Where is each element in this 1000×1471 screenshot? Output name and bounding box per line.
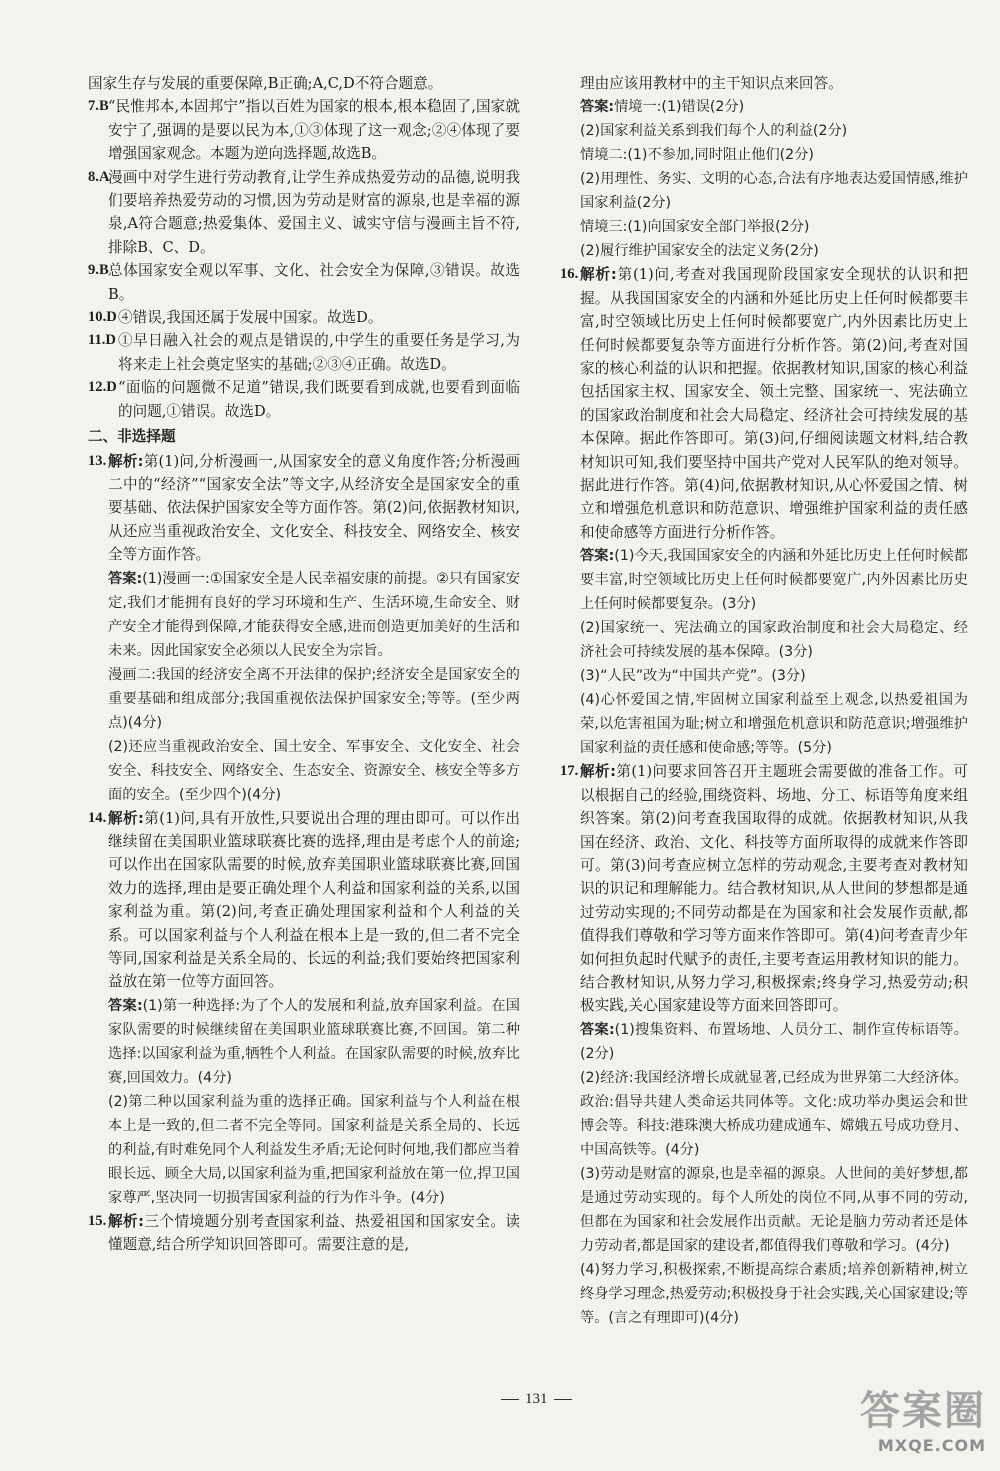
question-13 [88,450,520,807]
analysis-text: 三个情境题分别考查国家利益、热爱祖国和国家安全。读懂题意,结合所学知识回答即可。需要注意的是, [108,1212,520,1254]
watermark-url: MXQE.COM [877,1436,986,1455]
answer-text: (2)第二种以国家利益为重的选择正确。国家利益与个人利益在根本上是一致的,但二者不完全等同。国家利益是关系全局的、长远的利益,有时难免同个人利益发生矛盾;无论何时何地,我们都应当着眼长远、顾全大局,以国家利益为重,把国家利益放在第一位,捍卫国家尊严,坚决同一切损害国家利益的行为作斗争。(4分) [108,1093,520,1206]
watermark-logo [860,1379,986,1455]
answer-text: (1)漫画一:①国家安全是人民幸福安康的前提。②只有国家安定,我们才能拥有良好的学习环境和生产、生活环境,生命安全、财产安全才能得到保障,才能获得安全感,进而创造更加美好的生活和未来。因此国家安全必须以人民安全为宗旨。 [108,570,520,659]
answer-text: 情境二:(1)不参加,同时阻止他们(2分) [580,147,814,164]
answer-text: (2)国家统一、宪法确立的国家政治制度和社会大局稳定、经济社会可持续发展的基本保障。(3分) [580,620,968,661]
dash-right [554,1399,572,1400]
item-number: 14. [88,809,107,826]
answer-text: (2)履行维护国家安全的法定义务(2分) [580,243,819,260]
answer-tag: 答案: [108,997,143,1014]
answer-block [580,1018,968,1330]
answer-text: (4)努力学习,积极探索,不断提高综合素质;培养创新精神,树立终身学习理念,热爱劳动;积极投身于社会实践,关心国家建设;等等。(言之有理即可)(4分) [580,1261,968,1326]
answer-text: (3)“人民”改为“中国共产党”。(3分) [580,668,806,685]
answer-text: (3)劳动是财富的源泉,也是幸福的源泉。人世间的美好梦想,都是通过劳动实现的。每个人所处的岗位不同,从事不同的劳动,但都在为国家和社会发展作出贡献。无论是脑力劳动者还是体力劳动者,都是国家的建设者,都值得我们尊敬和学习。(4分) [580,1165,968,1254]
left-column [88,72,520,1257]
item-text: ①早日融入社会的观点是错误的,中学生的重要任务是学习,为将来走上社会奠定坚实的基础;②③④正确。故选D。 [118,332,520,373]
answer-item-11 [88,329,520,376]
analysis-text: 第(1)问,具有开放性,只要说出合理的理由即可。可以作出继续留在美国职业篮球联赛比赛的选择,理由是考虑个人的前途;可以作出在国家队需要的时候,放弃美国职业篮球联赛比赛,回国效力的选择,理由是要正确处理个人利益和国家利益的关系,以国家利益为重。第(2)问,考查正确处理国家利益和个人利益的关系。可以国家利益与个人利益在根本上是一致的,但二者不完全等同,国家利益是关系全局的、长远的利益;我们要始终把国家利益放在第一位等方面回答。 [108,809,521,991]
answer-tag: 答案: [580,548,615,565]
answer-item-9 [88,259,520,306]
analysis-tag: 解析: [108,809,144,827]
item-text: “民惟邦本,本固邦宁”指以百姓为国家的根本,根本稳固了,国家就安宁了,强调的是要以民为本,①③体现了这一观念;②④体现了要增强国家观念。本题为逆向选择题,故选B。 [108,98,520,163]
analysis-tag: 解析: [108,452,144,470]
answer-block [108,567,520,807]
analysis-tag: 解析: [108,1212,144,1230]
item-text: ④错误,我国还属于发展中国家。故选D。 [118,309,383,327]
answer-tag: 答案: [108,570,143,587]
question-17 [560,760,968,1329]
dash-left [501,1399,519,1400]
answer-text: 情境三:(1)向国家安全部门举报(2分) [580,219,810,236]
item-number: 12.D [88,379,117,396]
question-16 [560,263,968,760]
answer-tag: 答案: [580,1021,615,1038]
answer-block-15 [560,95,968,263]
analysis-text: 第(1)问,考查对我国现阶段国家安全现状的认识和把握。从我国国家安全的内涵和外延比历史上任何时候都要丰富,时空领域比历史上任何时候都要宽广,内外因素比历史上任何时候都要复杂等方面进行分析作答。第(2)问,考查对国家的核心利益的认识和把握。依据教材知识,国家的核心利益包括国家主权、国家安全、领土完整、国家统一、宪法确立的国家政治制度和社会大局稳定、经济社会可持续发展的基本保障。据此作答即可。第(3)问,仔细阅读题文材料,结合教材知识可知,我们要坚持中国共产党对人民军队的绝对领导。据此进行作答。第(4)问,依据教材知识,从心怀爱国之情、树立和增强危机意识和防范意识、增强维护国家利益的责任感和使命感等方面进行分析作答。 [580,266,968,541]
answer-text: (2)国家利益关系到我们每个人的利益(2分) [580,123,848,140]
answer-item-12 [88,376,520,423]
answer-block [108,994,520,1210]
question-15 [88,1210,520,1257]
item-text: 总体国家安全观以军事、文化、社会安全为保障,③错误。故选B。 [108,262,520,303]
answer-text: (2)用理性、务实、文明的心态,合法有序地表达爱国情感,维护国家利益(2分) [580,171,968,212]
continued-text: 理由应该用教材中的主干知识点来回答。 [580,75,843,92]
answer-text: (4)心怀爱国之情,牢固树立国家利益至上观念,以热爱祖国为荣,以危害祖国为耻;树立和增强危机意识和防范意识;增强维护国家利益的责任感和使命感;等等。(5分) [580,692,968,757]
answer-tag: 答案: [580,99,615,116]
question-14 [88,807,520,1210]
page-number [495,1391,578,1408]
item-text: 漫画中对学生进行劳动教育,让学生养成热爱劳动的品德,说明我们要培养热爱劳动的习惯,因为劳动是财富的源泉,也是幸福的源泉,A符合题意;热爱集体、爱国主义、诚实守信与漫画主旨不符,排除B、C、D。 [108,168,520,256]
answer-block [580,544,968,760]
watermark-text: 答案圈 [860,1388,986,1434]
answer-item-8 [88,166,520,260]
item-number: 13. [88,452,107,469]
answer-text: (1)第一种选择:为了个人的发展和利益,放弃国家利益。在国家队需要的时候继续留在美国职业篮球联赛比赛,不回国。第二种选择:以国家利益为重,牺牲个人利益。在国家队需要的时候,放弃比赛,回国效力。(4分) [108,997,520,1086]
item-number: 7.B [88,98,109,115]
item-number: 11.D [88,332,116,349]
item-number: 15. [88,1212,107,1229]
item-number: 8.A [88,168,110,185]
analysis-tag: 解析: [580,266,617,284]
answer-text: (2)经济:我国经济增长成就显著,已经成为世界第二大经济体。政治:倡导共建人类命运共同体等。文化:成功举办奥运会和世博会等。科技:港珠澳大桥成功建成通车、嫦娥五号成功登月、中国高铁等。(4分) [580,1069,968,1158]
analysis-tag: 解析: [580,763,616,781]
item-number: 16. [560,266,579,283]
analysis-text: 第(1)问要求回答召开主题班会需要做的准备工作。可以根据自己的经验,围绕资料、场地、分工、标语等角度来组织答案。第(2)问考查我国取得的成就。依据教材知识,从我国在经济、政治、文化、科技等方面所取得的成就来作答即可。第(3)问考查应树立怎样的劳动观念,主要考查对教材知识的识记和理解能力。结合教材知识,从人世间的梦想都是通过劳动实现的;不同劳动都是在为国家和社会发展作贡献,都值得我们尊敬和学习等方面来作答即可。第(4)问考查青少年如何担负起时代赋予的责任,主要考查运用教材知识的能力。结合教材知识,从努力学习,积极探索;终身学习,热爱劳动;积极实践,关心国家建设等方面来回答即可。 [580,763,968,1015]
analysis-text: 第(1)问,分析漫画一,从国家安全的意义角度作答;分析漫画二中的“经济”“国家安全法”等文字,从经济安全是国家安全的重要基础、依法保护国家安全等方面作答。第(2)问,依据教材知识,从还应当重视政治安全、文化安全、科技安全、网络安全、核安全等方面作答。 [108,452,520,564]
page-number-text: 131 [525,1391,548,1407]
item-number: 10.D [88,309,117,326]
answer-text: 漫画二:我国的经济安全离不开法律的保护;经济安全是国家安全的重要基础和组成部分;我国重视依法保护国家安全;等等。(至少两点)(4分) [108,666,520,731]
answer-text: 情境一:(1)错误(2分) [614,99,745,116]
answer-text: (2)还应当重视政治安全、国土安全、军事安全、文化安全、社会安全、科技安全、网络安全、生态安全、资源安全、核安全等多方面的安全。(至少四个)(4分) [108,738,520,803]
section-title: 二、非选择题 [88,428,176,446]
answer-item-10 [88,306,520,329]
answer-text: (1)今天,我国国家安全的内涵和外延比历史上任何时候都要丰富,时空领域比历史上任何时候都要宽广,内外因素比历史上任何时候都要复杂。(3分) [580,548,968,613]
item-number: 9.B [88,262,109,279]
answer-item-7 [88,95,520,165]
right-column [560,72,968,1330]
answer-text: (1)搜集资料、布置场地、人员分工、制作宣传标语等。(2分) [580,1021,968,1062]
continued-text: 国家生存与发展的重要保障,B正确;A,C,D不符合题意。 [88,75,443,92]
item-number: 17. [560,763,579,780]
item-text: “面临的问题微不足道”错误,我们既要看到成就,也要看到面临的问题,①错误。故选D。 [118,379,520,420]
